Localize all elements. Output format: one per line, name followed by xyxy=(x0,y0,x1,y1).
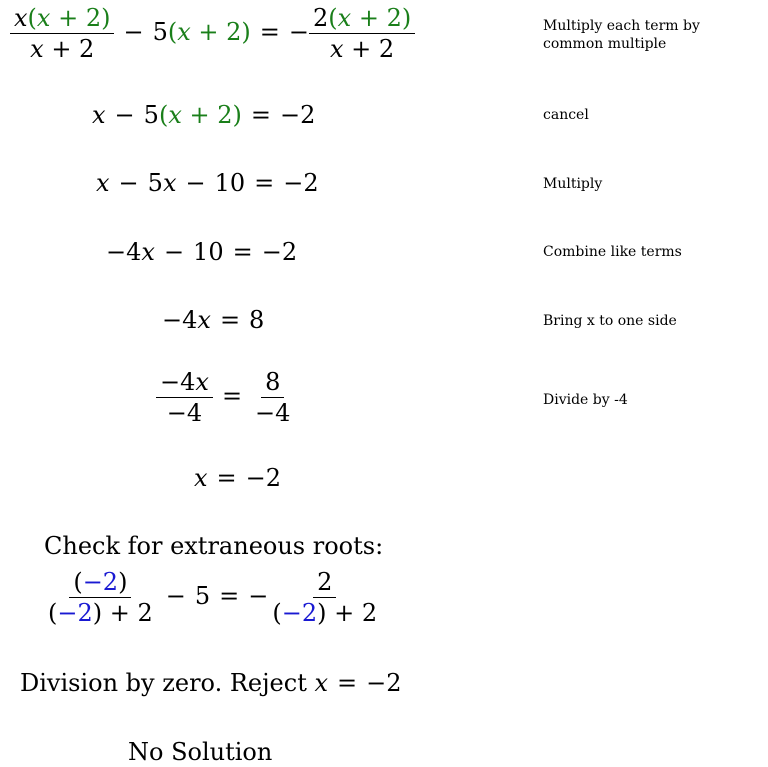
rejection-statement: Division by zero. Reject x = −2 xyxy=(20,669,402,697)
step-6-equation: $\frac{-4x}{-4}$ = $\frac{8}{-4}$ xyxy=(156,370,294,425)
step-6-right-fraction: $\frac{8}{-4}$ xyxy=(255,368,291,427)
check-heading: Check for extraneous roots: xyxy=(44,532,384,560)
step-4-note: Combine like terms xyxy=(543,244,682,260)
step-2-equation: x − 5(x + 2) = −2 xyxy=(92,101,316,129)
step-6-left-fraction: $\frac{-4x}{-4}$ xyxy=(156,370,213,425)
conclusion: No Solution xyxy=(128,738,273,766)
check-right-fraction: $\frac{2}{(-2) + 2}$ xyxy=(272,568,378,627)
step-3-note: Multiply xyxy=(543,176,603,192)
check-equation: $\frac{(-2)}{(-2) + 2}$ − 5 = − $\frac{2}{(-2) + 2}$ xyxy=(44,570,381,625)
step-5-note: Bring x to one side xyxy=(543,313,677,329)
step-3-equation: x − 5x − 10 = −2 xyxy=(96,169,319,197)
check-left-fraction: $\frac{(-2)}{(-2) + 2}$ xyxy=(48,568,153,627)
step-2-note: cancel xyxy=(543,107,589,123)
step-1-note: Multiply each term by common multiple xyxy=(543,18,700,52)
step-6-note: Divide by -4 xyxy=(543,392,628,408)
step-1-equation: $\frac{x(x + 2)}{x + 2}$ − 5(x + 2) = − $\frac{2(x + 2)}{x + 2}$ xyxy=(10,6,415,61)
step-4-equation: −4x − 10 = −2 xyxy=(106,238,298,266)
step-1-right-fraction: $\frac{2(x + 2)}{x + 2}$ xyxy=(309,6,415,61)
rejection-text: Division by zero. Reject xyxy=(20,669,315,697)
step-7-equation: x = −2 xyxy=(194,464,282,492)
step-5-equation: −4x = 8 xyxy=(162,306,265,334)
step-1-left-fraction: $\frac{x(x + 2)}{x + 2}$ xyxy=(10,6,114,61)
